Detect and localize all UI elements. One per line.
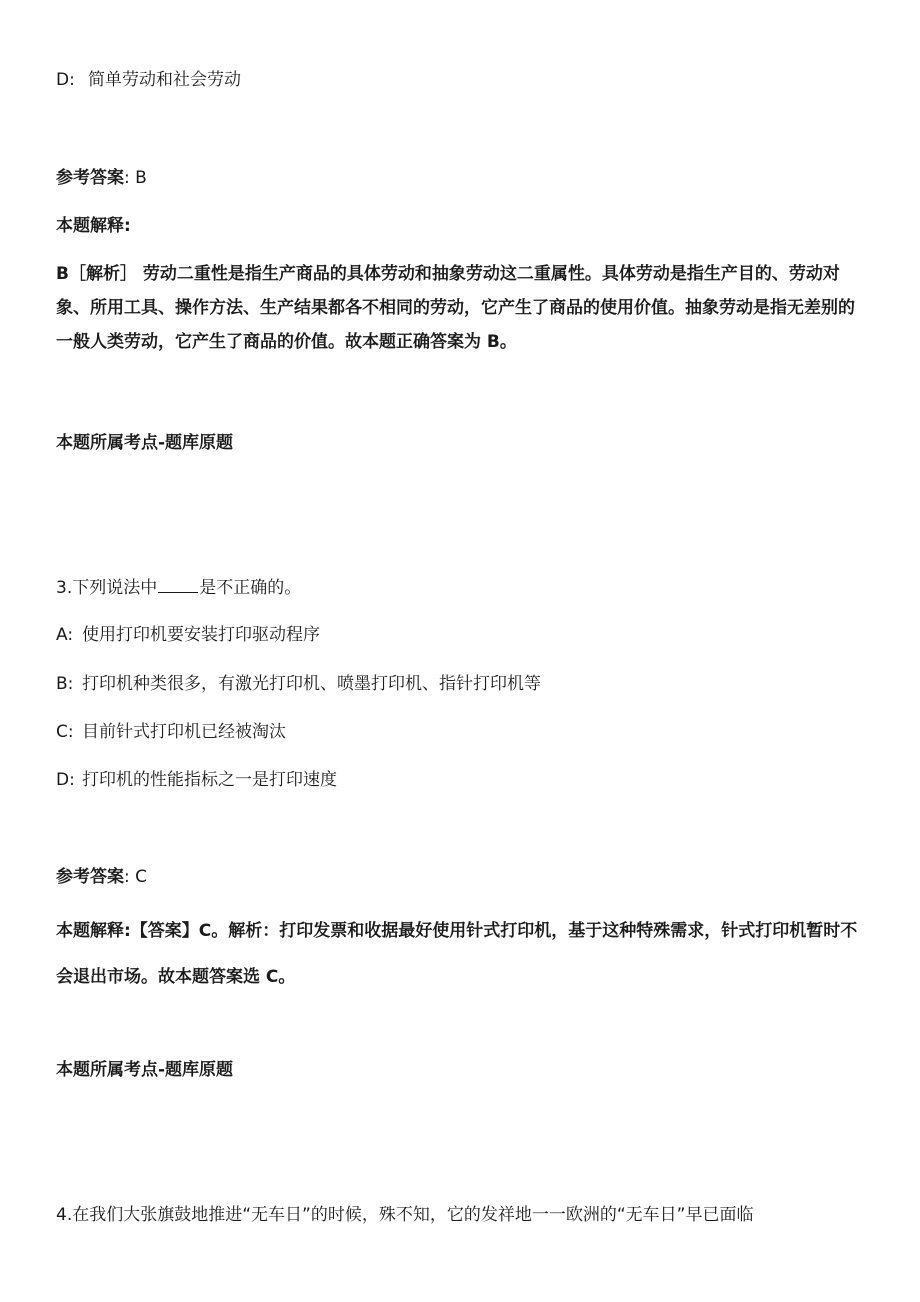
option-letter: D:: [56, 70, 75, 90]
q2-explanation-text: B［解析］ 劳动二重性是指生产商品的具体劳动和抽象劳动这二重属性。具体劳动是指生产目的、劳动对象、所用工具、操作方法、生产结果都各不相同的劳动，它产生了商品的使用价值。抽象劳动是指无差别的一般人类劳动，它产生了商品的价值。故本题正确答案为 B。: [56, 264, 855, 352]
option-text: 简单劳动和社会劳动: [88, 70, 241, 90]
q2-option-d: [56, 68, 241, 92]
answer-label: 参考答案: [56, 867, 124, 887]
q2-explanation-label: 本题解释:: [56, 216, 131, 236]
q3-option-d: [56, 768, 337, 792]
option-letter: B:: [56, 674, 74, 694]
option-letter: D:: [56, 770, 75, 790]
option-text: 打印机种类很多，有激光打印机、喷墨打印机、指针打印机等: [82, 674, 541, 694]
q3-option-c: [56, 720, 286, 744]
q3-question: [56, 576, 301, 600]
q3-topic: 本题所属考点-题库原题: [56, 1060, 234, 1080]
q4-question: 4.在我们大张旗鼓地推进“无车日”的时候，殊不知，它的发祥地一一欧洲的“无车日”早已面临: [56, 1205, 754, 1225]
option-text: 使用打印机要安装打印驱动程序: [82, 625, 320, 645]
answer-value: : C: [124, 867, 148, 887]
option-letter: C:: [56, 722, 74, 742]
option-text: 目前针式打印机已经被淘汰: [82, 722, 286, 742]
q3-explanation: [56, 908, 864, 1000]
explanation-text: :【答案】C。解析：打印发票和收据最好使用针式打印机，基于这种特殊需求，针式打印机暂时不会退出市场。故本题答案选 C。: [56, 921, 858, 987]
q2-answer: [56, 166, 147, 190]
q2-topic: 本题所属考点-题库原题: [56, 433, 234, 453]
explanation-label: 本题解释: [56, 921, 124, 941]
answer-label: 参考答案: [56, 168, 124, 188]
answer-blank: [158, 576, 198, 593]
q3-option-b: [56, 672, 541, 696]
option-text: 打印机的性能指标之一是打印速度: [82, 770, 337, 790]
q3-option-a: [56, 623, 320, 647]
q3-answer: [56, 865, 147, 889]
question-text-before: 3.下列说法中: [56, 578, 158, 598]
option-letter: A:: [56, 625, 74, 645]
question-text-after: 是不正确的。: [199, 578, 302, 598]
answer-value: : B: [124, 168, 147, 188]
